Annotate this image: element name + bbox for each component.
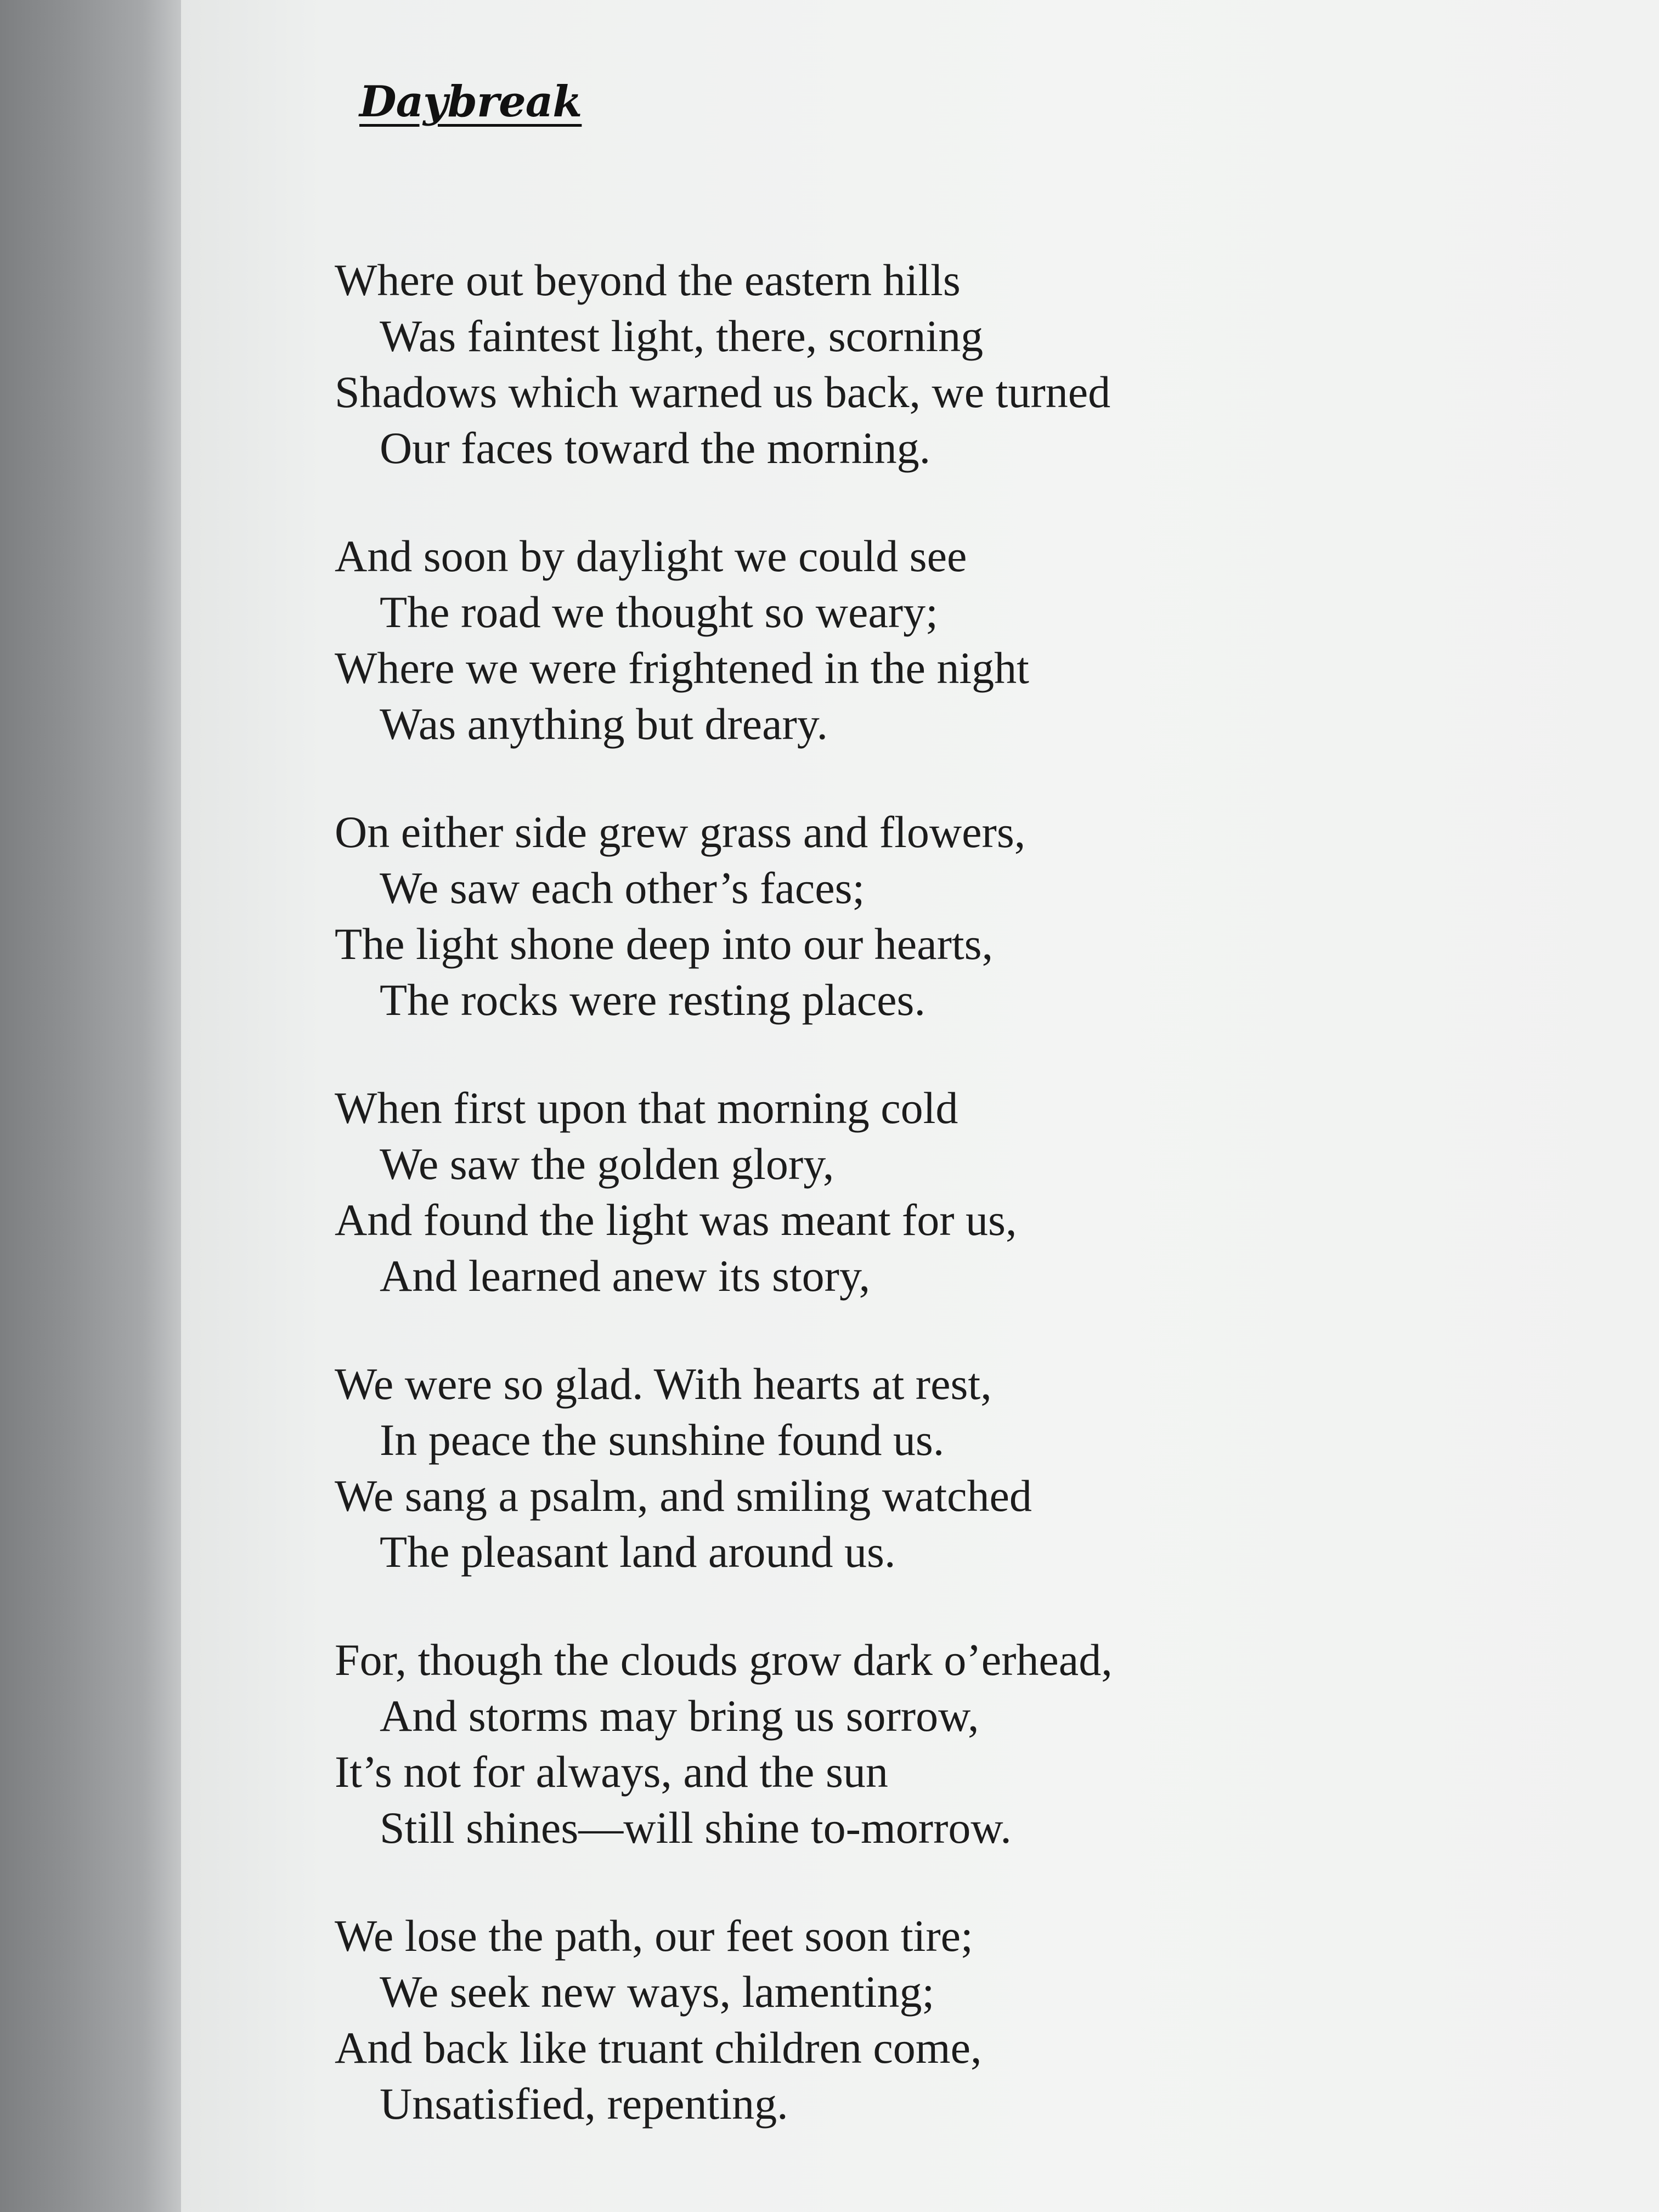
poem-line: Was faintest light, there, scorning — [380, 311, 984, 361]
poem-line: The pleasant land around us. — [380, 1527, 896, 1577]
poem-line: In peace the sunshine found us. — [380, 1415, 945, 1465]
stanza — [335, 528, 1432, 752]
poem-line: The light shone deep into our hearts, — [335, 919, 994, 969]
poem-line: We sang a psalm, and smiling watched — [335, 1471, 1032, 1521]
poem-line: We seek new ways, lamenting; — [380, 1967, 935, 2017]
poem-line: Shadows which warned us back, we turned — [335, 367, 1111, 417]
poem-line: We saw the golden glory, — [380, 1139, 834, 1189]
poem-line: On either side grew grass and flowers, — [335, 807, 1026, 857]
poem-line: And storms may bring us sorrow, — [380, 1691, 979, 1741]
poem-line: Where we were frightened in the night — [335, 643, 1029, 693]
stanza — [335, 1632, 1432, 1856]
poem-line: The road we thought so weary; — [380, 587, 938, 637]
poem-line: We saw each other’s faces; — [380, 863, 865, 913]
poem-line: Unsatisfied, repenting. — [380, 2079, 788, 2129]
poem-line: And soon by daylight we could see — [335, 531, 967, 581]
poem-line: Where out beyond the eastern hills — [335, 255, 961, 305]
poem-line: We lose the path, our feet soon tire; — [335, 1911, 973, 1961]
poem-title: Daybreak — [359, 77, 582, 127]
poem-line: The rocks were resting places. — [380, 975, 926, 1025]
poem-line: Our faces toward the morning. — [380, 423, 931, 473]
poem-line: Was anything but dreary. — [380, 699, 828, 749]
poem-line: Still shines—will shine to-morrow. — [380, 1803, 1012, 1853]
poem-body — [335, 252, 1432, 2184]
stanza — [335, 252, 1432, 476]
stanza — [335, 804, 1432, 1028]
poem-line: And back like truant children come, — [335, 2023, 982, 2073]
poem-line: And found the light was meant for us, — [335, 1195, 1017, 1245]
stanza — [335, 1356, 1432, 1580]
poem-line: When first upon that morning cold — [335, 1083, 958, 1133]
poem-line: For, though the clouds grow dark o’erhead, — [335, 1635, 1113, 1685]
poem-line: And learned anew its story, — [380, 1251, 871, 1301]
poem-line: It’s not for always, and the sun — [335, 1747, 888, 1797]
stanza — [335, 1080, 1432, 1304]
poem-line: We were so glad. With hearts at rest, — [335, 1359, 992, 1409]
stanza — [335, 1908, 1432, 2132]
